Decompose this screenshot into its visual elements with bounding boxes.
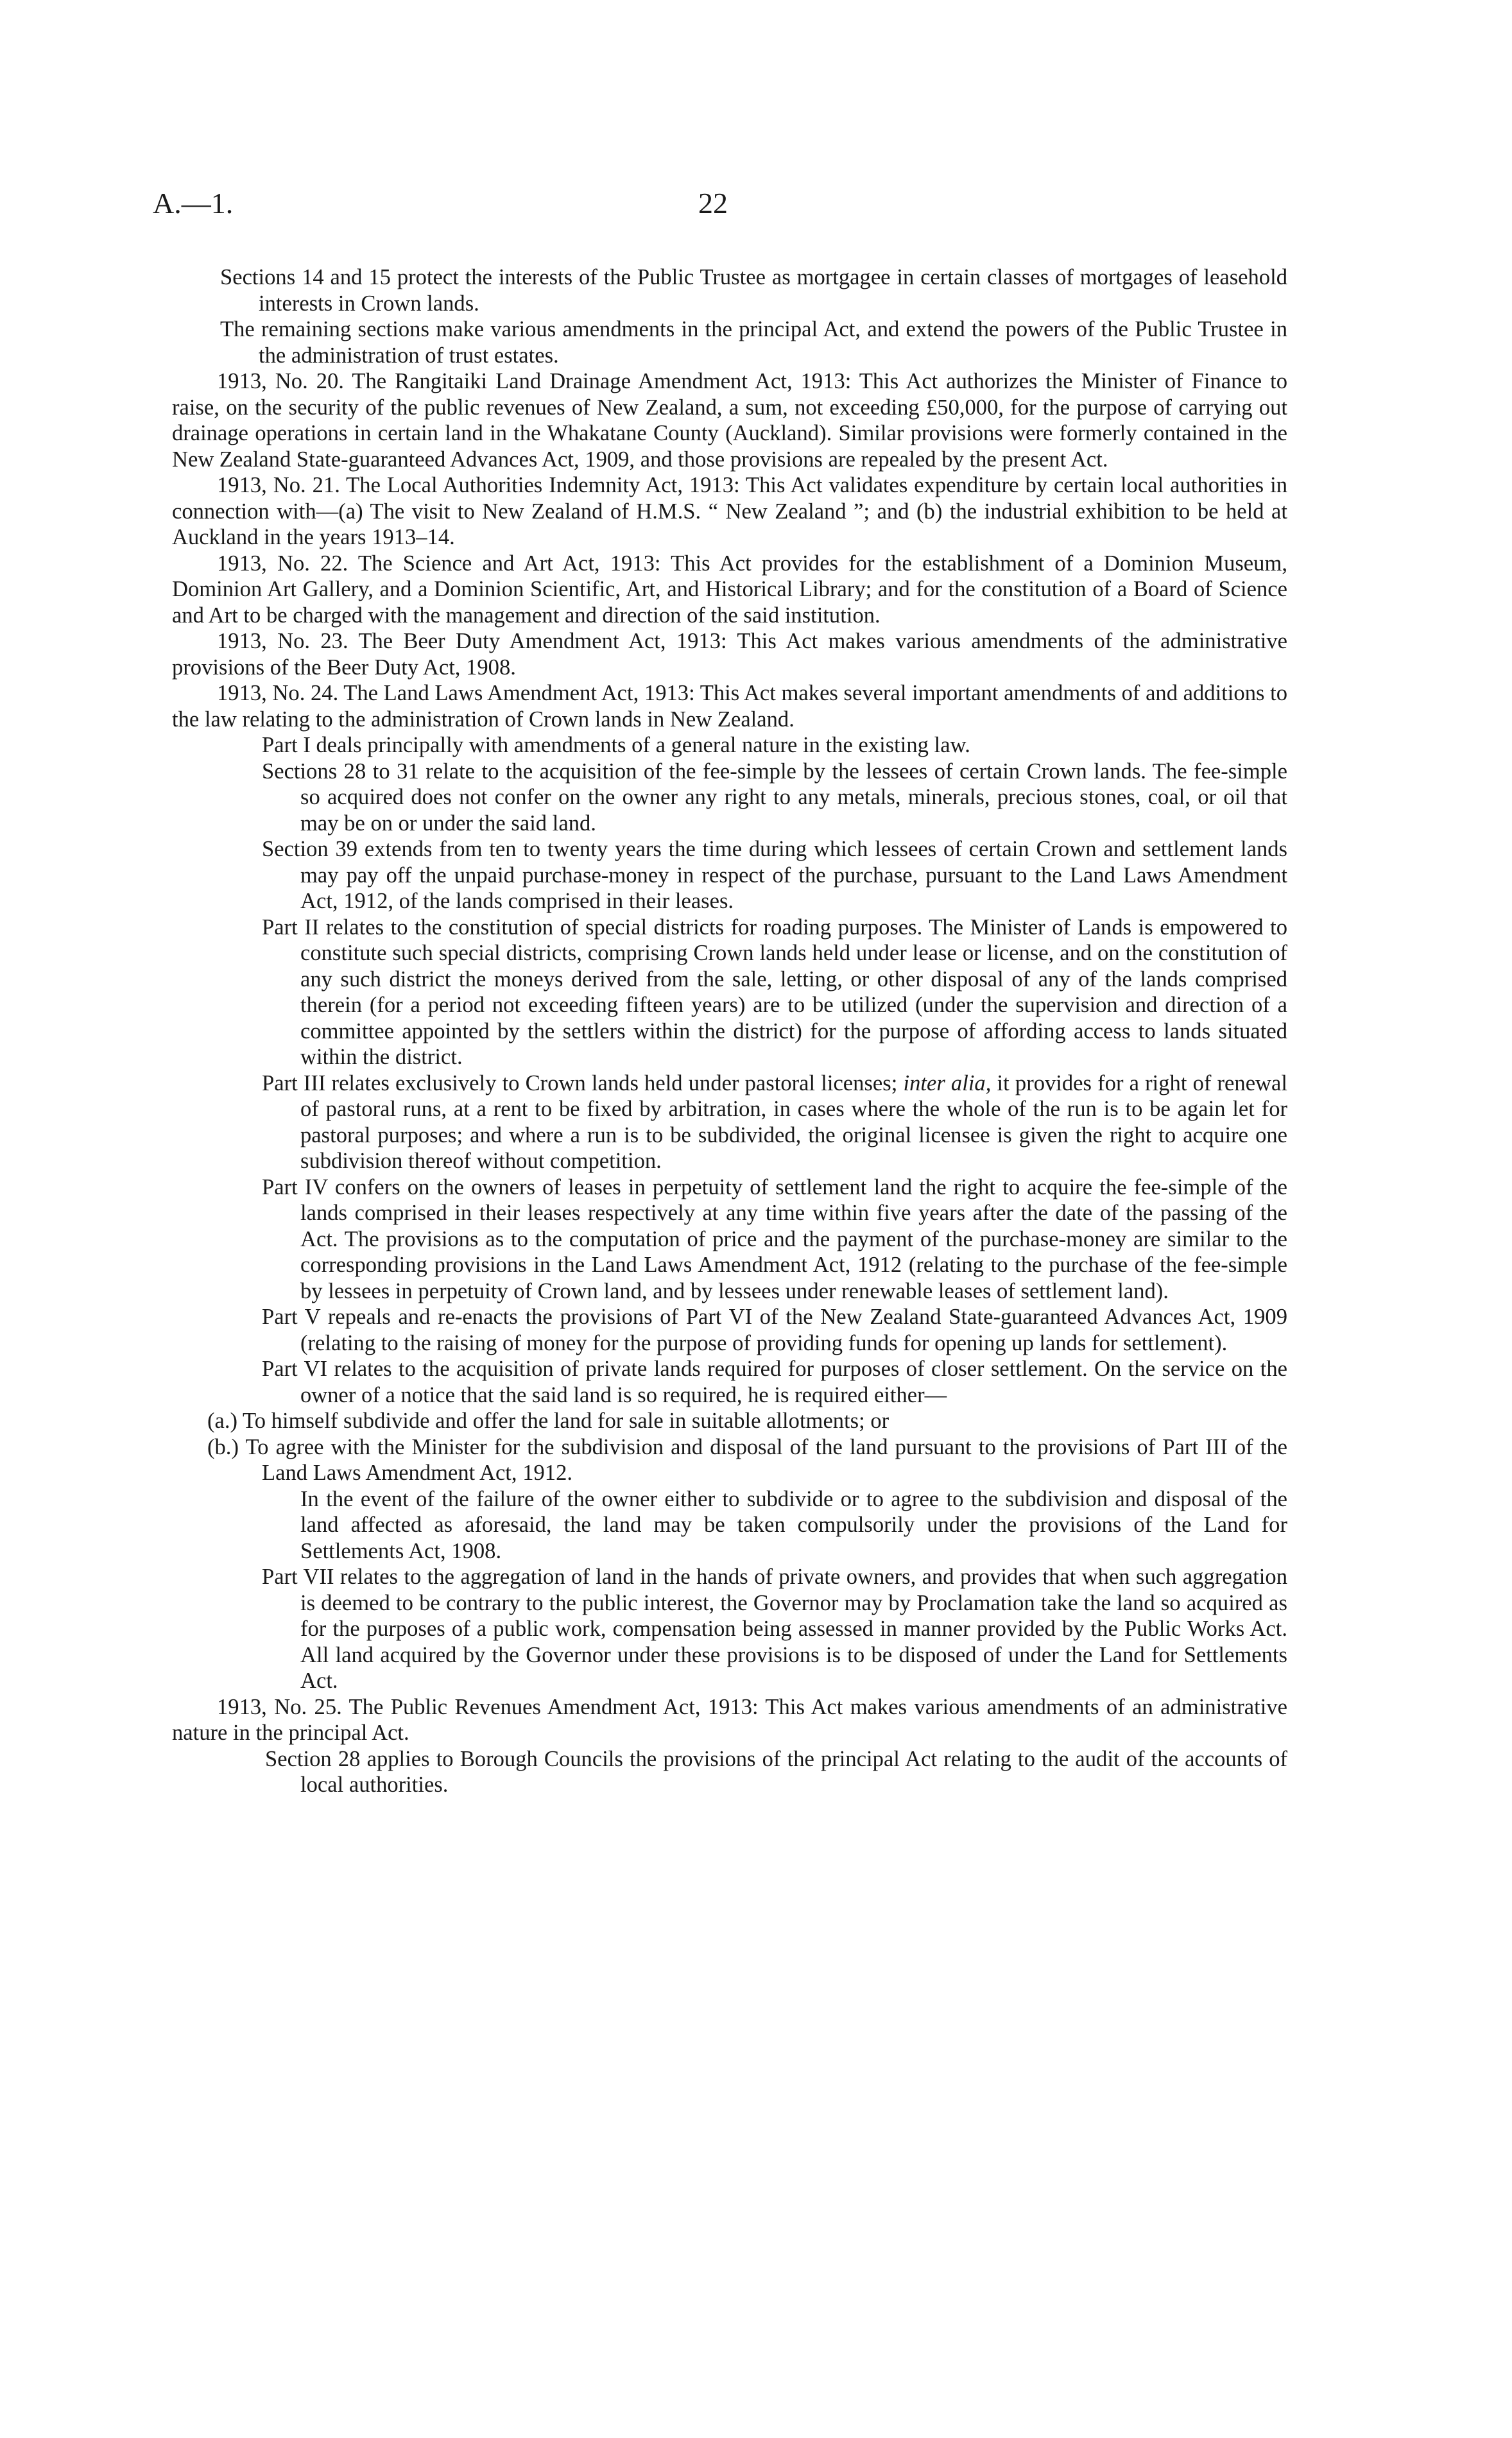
latin-phrase: inter alia, <box>903 1070 992 1095</box>
page-header-reference: A.—1. <box>153 187 234 219</box>
paragraph: Sections 14 and 15 protect the interests of the Public Trustee as mortgagee in certain classes of mortgages of leasehold interests in Crown lands. <box>220 265 1287 316</box>
paragraph <box>172 1070 1287 1174</box>
page-number: 22 <box>698 187 728 219</box>
paragraph: Section 39 extends from ten to twenty years the time during which lessees of certain Crown and settlement lands may pay off the unpaid purchase-money in respect of the purchase, pursuant to the Land Laws Amendment Act, 1912, of the lands comprised in their leases. <box>262 837 1287 913</box>
paragraph: Part VI relates to the acquisition of private lands required for purposes of closer settlement. On the service on the owner of a notice that the said land is so required, he is required either— <box>262 1357 1287 1407</box>
paragraph: Part V repeals and re-enacts the provisions of Part VI of the New Zealand State-guaranteed Advances Act, 1909 (relating to the raising of money for the purpose of providing funds for opening up lands for settlement). <box>262 1305 1287 1355</box>
paragraph-text: it provides for a right of renewal of pastoral runs, at a rent to be fixed by arbitration, in cases where the whole of the run is to be again let for pastoral purposes; and where a run is to be subdivided, the original licensee is given the right to acquire one subdivision thereof without competition. <box>300 1070 1287 1173</box>
paragraph-text: Part III relates exclusively to Crown lands held under pastoral licenses; <box>262 1070 898 1095</box>
paragraph: Part VII relates to the aggregation of land in the hands of private owners, and provides that when such aggregation is deemed to be contrary to the public interest, the Governor may by Proclamation take the land so acquired as for the purposes of a public work, compensation being assessed in manner provided by the Public Works Act. All land acquired by the Governor under these provisions is to be disposed of under the Land for Settlements Act. <box>262 1565 1287 1693</box>
paragraph: Part IV confers on the owners of leases in perpetuity of settlement land the right to acquire the fee-simple of the lands comprised in their leases respectively at any time within five years after the date of the passing of the Act. The provisions as to the computation of price and the payment of the purchase-money are similar to the corresponding provisions in the Land Laws Amendment Act, 1912 (relating to the purchase of the fee-simple by lessees in perpetuity of Crown land, and by lessees under renewable leases of settlement land). <box>262 1174 1287 1303</box>
list-item: (b.) To agree with the Minister for the subdivision and disposal of the land pursuant to the provisions of Part III of the Land Laws Amendment Act, 1912. <box>207 1434 1287 1485</box>
paragraph: 1913, No. 20. The Rangitaiki Land Drainage Amendment Act, 1913: This Act authorizes the Minister of Finance to raise, on the security of the public revenues of New Zealand, a sum, not exceeding £50,000, for the purpose of carrying out drainage operations in certain land in the Whakatane County (Auckland). Similar provisions were formerly contained in the New Zealand State-guaranteed Advances Act, 1909, and those provisions are repealed by the present Act. <box>172 369 1287 472</box>
paragraph: The remaining sections make various amendments in the principal Act, and extend the powers of the Public Trustee in the administration of trust estates. <box>220 317 1287 368</box>
list-item: (a.) To himself subdivide and offer the land for sale in suitable allotments; or <box>207 1409 889 1433</box>
paragraph: 1913, No. 22. The Science and Art Act, 1913: This Act provides for the establishment of a Dominion Museum, Dominion Art Gallery, and a Dominion Scientific, Art, and Historical Library; and for the constitution of a Board of Science and Art to be charged with the management and direction of the said institution. <box>172 551 1287 628</box>
paragraph: Part I deals principally with amendments of a general nature in the existing law. <box>262 733 970 757</box>
paragraph: Sections 28 to 31 relate to the acquisition of the fee-simple by the lessees of certain Crown lands. The fee-simple so acquired does not confer on the owner any right to any metals, minerals, precious stones, coal, or oil that may be on or under the said land. <box>262 759 1287 836</box>
page-body <box>172 264 1287 1798</box>
paragraph: In the event of the failure of the owner either to subdivide or to agree to the subdivision and disposal of the land affected as aforesaid, the land may be taken compulsorily under the provisions of the Land for Settlements Act, 1908. <box>300 1486 1287 1563</box>
paragraph: 1913, No. 23. The Beer Duty Amendment Act, 1913: This Act makes various amendments of the administrative provisions of the Beer Duty Act, 1908. <box>172 629 1287 680</box>
paragraph: Section 28 applies to Borough Councils the provisions of the principal Act relating to the audit of the accounts of local authorities. <box>265 1746 1287 1797</box>
paragraph: Part II relates to the constitution of special districts for roading purposes. The Minister of Lands is empowered to constitute such special districts, comprising Crown lands held under lease or license, and on the constitution of any such district the moneys derived from the sale, letting, or other disposal of any of the lands comprised therein (for a period not exceeding fifteen years) are to be utilized (under the supervision and direction of a committee appointed by the settlers within the district) for the purpose of affording access to lands situated within the district. <box>262 914 1287 1069</box>
paragraph: 1913, No. 25. The Public Revenues Amendment Act, 1913: This Act makes various amendments of an administrative nature in the principal Act. <box>172 1694 1287 1745</box>
paragraph: 1913, No. 24. The Land Laws Amendment Act, 1913: This Act makes several important amendments of and additions to the law relating to the administration of Crown lands in New Zealand. <box>172 681 1287 732</box>
paragraph: 1913, No. 21. The Local Authorities Indemnity Act, 1913: This Act validates expenditure by certain local authorities in connection with—(a) The visit to New Zealand of H.M.S. “ New Zealand ”; and (b) the industrial exhibition to be held at Auckland in the years 1913–14. <box>172 473 1287 549</box>
